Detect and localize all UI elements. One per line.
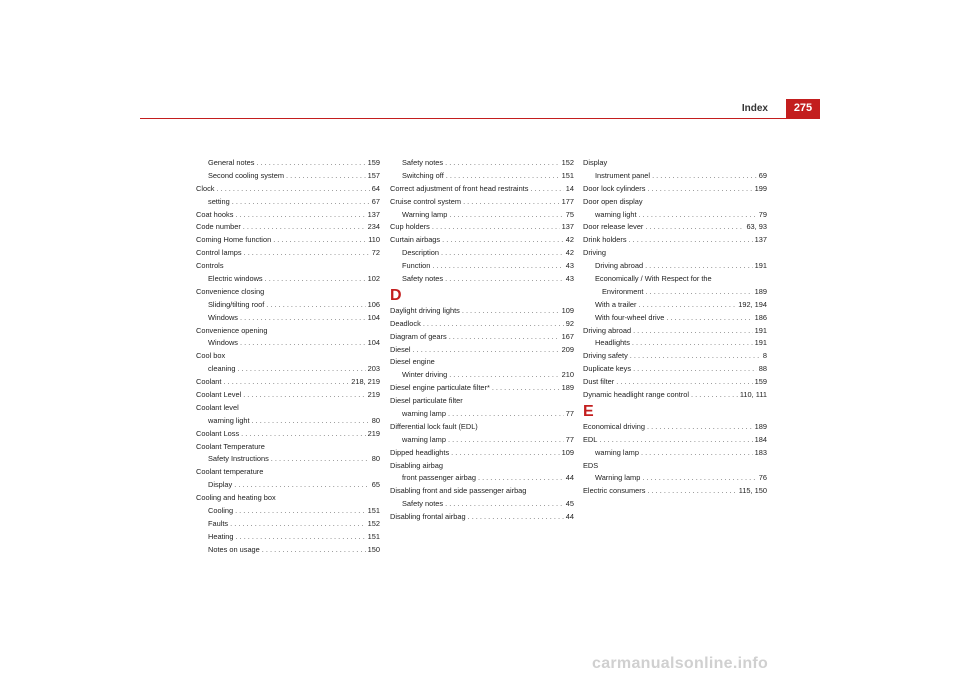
dot-leader: [492, 382, 560, 395]
entry-term: Deadlock: [390, 318, 421, 328]
entry-term: Cruise control system: [390, 196, 462, 206]
entry-term: Door lock cylinders: [583, 183, 646, 193]
entry-page: 102: [367, 274, 380, 284]
entry-page: 80: [371, 454, 380, 464]
index-entry: [196, 363, 380, 376]
entry-term: Coolant Loss: [196, 428, 240, 438]
index-heading: EDS: [583, 460, 599, 470]
dot-leader: [448, 408, 564, 421]
index-entry: [196, 479, 380, 492]
index-entry: [390, 331, 574, 344]
entry-page: 88: [758, 364, 767, 374]
entry-term: Notes on usage: [208, 544, 260, 554]
dot-leader: [423, 318, 564, 331]
index-entry: [196, 196, 380, 209]
index-entry: [583, 209, 767, 222]
entry-page: 209: [561, 344, 574, 354]
dot-leader: [616, 376, 752, 389]
entry-page: 191: [754, 325, 767, 335]
dot-leader: [446, 170, 560, 183]
index-entry: [390, 196, 574, 209]
entry-term: Driving safety: [583, 351, 628, 361]
dot-leader: [223, 376, 349, 389]
entry-page: 189: [754, 286, 767, 296]
index-entry: [390, 209, 574, 222]
index-heading: Disabling front and side passenger airbag: [390, 486, 527, 496]
entry-term: Diesel engine particulate filter*: [390, 383, 490, 393]
index-entry: [390, 273, 574, 286]
entry-term: warning lamp: [402, 434, 446, 444]
entry-page: 64: [371, 183, 380, 193]
index-entry: [390, 472, 574, 485]
entry-page: 199: [754, 183, 767, 193]
entry-term: warning lamp: [402, 409, 446, 419]
entry-page: 177: [561, 196, 574, 206]
dot-leader: [647, 485, 736, 498]
entry-term: EDL: [583, 434, 598, 444]
entry-page: 137: [754, 235, 767, 245]
index-entry: [390, 344, 574, 357]
entry-page: 43: [565, 261, 574, 271]
dot-leader: [252, 415, 370, 428]
index-entry: [390, 408, 574, 421]
entry-term: Faults: [208, 518, 229, 528]
entry-page: 110, 111: [739, 390, 767, 400]
dot-leader: [273, 234, 366, 247]
dot-leader: [641, 447, 753, 460]
dot-leader: [449, 331, 560, 344]
dot-leader: [448, 434, 564, 447]
entry-term: Disabling frontal airbag: [390, 512, 466, 522]
entry-page: 183: [754, 447, 767, 457]
index-entry: [583, 260, 767, 273]
entry-page: 191: [754, 338, 767, 348]
entry-term: Clock: [196, 183, 215, 193]
entry-page: 167: [561, 331, 574, 341]
entry-term: front passenger airbag: [402, 473, 476, 483]
dot-leader: [646, 286, 753, 299]
index-entry: [390, 318, 574, 331]
dot-leader: [265, 273, 366, 286]
dot-leader: [235, 531, 365, 544]
dot-leader: [629, 234, 753, 247]
index-heading: Cool box: [196, 351, 226, 361]
dot-leader: [445, 498, 564, 511]
dot-leader: [262, 544, 366, 557]
index-entry: [196, 505, 380, 518]
dot-leader: [243, 389, 365, 402]
dot-leader: [645, 260, 753, 273]
index-entry: [583, 337, 767, 350]
index-entry: [583, 363, 767, 376]
index-entry: [196, 428, 380, 441]
entry-page: 77: [565, 409, 574, 419]
entry-term: Control lamps: [196, 248, 242, 258]
entry-term: Economical driving: [583, 421, 646, 431]
dot-leader: [691, 389, 738, 402]
entry-term: Headlights: [595, 338, 630, 348]
entry-term: Electric consumers: [583, 486, 646, 496]
entry-term: Safety Instructions: [208, 454, 269, 464]
index-entry: [583, 299, 767, 312]
entry-term: Electric windows: [208, 274, 263, 284]
index-entry: [390, 511, 574, 524]
entry-term: Second cooling system: [208, 170, 284, 180]
index-entry: [583, 170, 767, 183]
index-entry: [583, 286, 767, 299]
entry-term: Coolant: [196, 377, 222, 387]
dot-leader: [449, 369, 559, 382]
index-heading: Differential lock fault (EDL): [390, 421, 478, 431]
entry-term: Safety notes: [402, 274, 444, 284]
entry-term: Heating: [208, 531, 234, 541]
entry-term: Coolant Level: [196, 390, 242, 400]
index-entry: [196, 209, 380, 222]
entry-page: 186: [754, 312, 767, 322]
entry-page: 77: [565, 434, 574, 444]
entry-term: With four-wheel drive: [595, 312, 665, 322]
dot-leader: [432, 221, 560, 234]
entry-term: Coat hooks: [196, 209, 234, 219]
dot-leader: [642, 472, 756, 485]
entry-term: Diagram of gears: [390, 331, 447, 341]
index-entry: [390, 369, 574, 382]
entry-page: 137: [561, 222, 574, 232]
running-header-title: Index: [741, 103, 768, 114]
entry-term: warning lamp: [595, 447, 639, 457]
entry-term: Windows: [208, 338, 238, 348]
index-entry: [196, 273, 380, 286]
dot-leader: [647, 183, 752, 196]
entry-term: Safety notes: [402, 158, 444, 167]
index-heading: Coolant level: [196, 402, 239, 412]
entry-term: Correct adjustment of front head restraints: [390, 183, 529, 193]
index-entry: [583, 221, 767, 234]
index-entry: [196, 183, 380, 196]
entry-page: 69: [758, 170, 767, 180]
entry-term: Daylight driving lights: [390, 305, 460, 315]
dot-leader: [666, 312, 752, 325]
index-entry: [390, 247, 574, 260]
dot-leader: [266, 299, 365, 312]
entry-page: 75: [565, 209, 574, 219]
dot-leader: [243, 221, 366, 234]
dot-leader: [441, 247, 564, 260]
dot-leader: [647, 421, 753, 434]
dot-leader: [442, 234, 564, 247]
index-heading: Cooling and heating box: [196, 493, 276, 503]
dot-leader: [630, 350, 761, 363]
index-entry: [583, 376, 767, 389]
dot-leader: [232, 196, 370, 209]
dot-leader: [445, 157, 560, 170]
entry-term: Sliding/tilting roof: [208, 299, 265, 309]
index-heading: Convenience closing: [196, 286, 265, 296]
entry-term: Curtain airbags: [390, 235, 441, 245]
dot-leader: [652, 170, 757, 183]
entry-page: 42: [565, 248, 574, 258]
index-entry: [196, 170, 380, 183]
dot-leader: [463, 196, 560, 209]
index-heading: Disabling airbag: [390, 460, 443, 470]
dot-leader: [633, 325, 753, 338]
entry-term: Winter driving: [402, 370, 448, 380]
entry-term: General notes: [208, 158, 255, 167]
index-heading: Display: [583, 158, 608, 167]
entry-page: 67: [371, 196, 380, 206]
page-number-badge: 275: [786, 99, 820, 118]
entry-term: Switching off: [402, 170, 444, 180]
index-heading: Diesel engine: [390, 357, 435, 367]
index-entry: [196, 389, 380, 402]
index-entry: [583, 485, 767, 498]
index-entry: [390, 170, 574, 183]
index-entry: [390, 447, 574, 460]
entry-term: Drink holders: [583, 235, 627, 245]
entry-page: 210: [561, 370, 574, 380]
entry-term: Diesel: [390, 344, 411, 354]
index-entry: [196, 312, 380, 325]
entry-page: 151: [561, 170, 574, 180]
entry-term: Windows: [208, 312, 238, 322]
dot-leader: [241, 428, 366, 441]
index-entry: [390, 498, 574, 511]
entry-term: Safety notes: [402, 499, 444, 509]
dot-leader: [449, 209, 563, 222]
index-entry: [196, 337, 380, 350]
index-heading: Door open display: [583, 196, 643, 206]
entry-term: Dust filter: [583, 377, 615, 387]
dot-leader: [286, 170, 366, 183]
dot-leader: [633, 363, 757, 376]
dot-leader: [432, 260, 563, 273]
index-entry: [390, 157, 574, 170]
index-entry: [583, 447, 767, 460]
index-entry: [583, 312, 767, 325]
entry-page: 44: [565, 512, 574, 522]
entry-term: Door release lever: [583, 222, 644, 232]
entry-page: 104: [367, 338, 380, 348]
index-entry: [390, 260, 574, 273]
dot-leader: [230, 518, 366, 531]
entry-term: Instrument panel: [595, 170, 651, 180]
index-entry: [196, 415, 380, 428]
dot-leader: [234, 479, 370, 492]
entry-page: 184: [754, 434, 767, 444]
entry-term: Coming Home function: [196, 235, 272, 245]
index-entry: [583, 350, 767, 363]
entry-term: Warning lamp: [402, 209, 448, 219]
entry-page: 109: [561, 305, 574, 315]
entry-page: 42: [565, 235, 574, 245]
entry-page: 109: [561, 447, 574, 457]
dot-leader: [638, 299, 736, 312]
entry-term: Cup holders: [390, 222, 430, 232]
entry-term: Cooling: [208, 506, 234, 516]
entry-term: Environment: [602, 286, 644, 296]
index-heading: Controls: [196, 261, 224, 271]
entry-page: 203: [367, 364, 380, 374]
dot-leader: [639, 209, 757, 222]
entry-page: 218, 219: [351, 377, 380, 387]
dot-leader: [645, 221, 744, 234]
dot-leader: [216, 183, 369, 196]
entry-page: 45: [565, 499, 574, 509]
index-entry: [583, 234, 767, 247]
index-entry: [390, 382, 574, 395]
dot-leader: [451, 447, 559, 460]
section-letter: E: [583, 402, 594, 420]
entry-page: 14: [565, 183, 574, 193]
entry-page: 191: [754, 261, 767, 271]
entry-page: 44: [565, 473, 574, 483]
dot-leader: [413, 344, 560, 357]
entry-page: 152: [367, 518, 380, 528]
index-entry: [196, 376, 380, 389]
entry-page: 234: [367, 222, 380, 232]
dot-leader: [238, 363, 366, 376]
entry-term: Driving abroad: [583, 325, 632, 335]
dot-leader: [632, 337, 753, 350]
index-entry: [196, 531, 380, 544]
entry-page: 219: [367, 428, 380, 438]
dot-leader: [468, 511, 564, 524]
dot-leader: [240, 312, 366, 325]
index-entry: [390, 183, 574, 196]
entry-term: Display: [208, 480, 233, 490]
dot-leader: [271, 453, 370, 466]
entry-page: 92: [565, 318, 574, 328]
entry-term: Duplicate keys: [583, 364, 632, 374]
entry-term: Dipped headlights: [390, 447, 450, 457]
index-entry: [196, 544, 380, 557]
index-entry: [583, 472, 767, 485]
entry-page: 137: [367, 209, 380, 219]
entry-page: 43: [565, 274, 574, 284]
entry-term: Description: [402, 248, 439, 258]
index-entry: [196, 157, 380, 170]
entry-term: Dynamic headlight range control: [583, 390, 689, 400]
entry-term: cleaning: [208, 364, 236, 374]
entry-term: warning light: [595, 209, 637, 219]
index-entry: [390, 234, 574, 247]
entry-page: 219: [367, 390, 380, 400]
index-entry: [390, 434, 574, 447]
dot-leader: [235, 209, 365, 222]
index-column-2: [390, 157, 574, 524]
index-entry: [390, 221, 574, 234]
index-entry: [196, 453, 380, 466]
entry-page: 80: [371, 415, 380, 425]
entry-term: setting: [208, 196, 230, 206]
entry-page: 151: [367, 531, 380, 541]
index-entry: [583, 389, 767, 402]
dot-leader: [256, 157, 365, 170]
index-entry: [196, 221, 380, 234]
entry-page: 157: [367, 170, 380, 180]
index-heading: Economically / With Respect for the: [595, 274, 712, 284]
entry-term: warning light: [208, 415, 250, 425]
entry-page: 159: [367, 158, 380, 167]
index-heading: Driving: [583, 248, 606, 258]
entry-term: Warning lamp: [595, 473, 641, 483]
index-entry: [583, 183, 767, 196]
entry-page: 192, 194: [738, 299, 767, 309]
index-column-1: [196, 157, 380, 557]
index-entry: [583, 421, 767, 434]
entry-term: With a trailer: [595, 299, 637, 309]
watermark: carmanualsonline.info: [592, 655, 769, 672]
dot-leader: [235, 505, 366, 518]
entry-page: 106: [367, 299, 380, 309]
index-entry: [583, 434, 767, 447]
entry-page: 8: [762, 351, 767, 361]
index-column-3: [583, 157, 767, 498]
entry-page: 159: [754, 377, 767, 387]
entry-page: 150: [367, 544, 380, 554]
entry-page: 189: [561, 383, 574, 393]
entry-page: 189: [754, 421, 767, 431]
entry-term: Driving abroad: [595, 261, 644, 271]
entry-page: 115, 150: [738, 486, 767, 496]
index-entry: [196, 518, 380, 531]
dot-leader: [244, 247, 370, 260]
entry-page: 76: [758, 473, 767, 483]
section-letter: D: [390, 286, 402, 304]
index-heading: Coolant temperature: [196, 467, 264, 477]
header-rule: [140, 118, 820, 119]
entry-page: 63, 93: [746, 222, 767, 232]
index-heading: Diesel particulate filter: [390, 396, 463, 406]
index-entry: [196, 234, 380, 247]
index-entry: [583, 325, 767, 338]
entry-page: 65: [371, 480, 380, 490]
dot-leader: [462, 305, 560, 318]
dot-leader: [240, 337, 366, 350]
dot-leader: [530, 183, 563, 196]
index-heading: Coolant Temperature: [196, 441, 265, 451]
entry-page: 104: [367, 312, 380, 322]
entry-page: 72: [371, 248, 380, 258]
index-heading: Convenience opening: [196, 325, 268, 335]
index-entry: [390, 305, 574, 318]
dot-leader: [599, 434, 752, 447]
index-entry: [196, 299, 380, 312]
entry-term: Function: [402, 261, 431, 271]
entry-term: Code number: [196, 222, 241, 232]
entry-page: 110: [368, 235, 380, 245]
dot-leader: [445, 273, 564, 286]
index-entry: [196, 247, 380, 260]
entry-page: 79: [758, 209, 767, 219]
dot-leader: [478, 472, 564, 485]
entry-page: 151: [367, 506, 380, 516]
entry-page: 152: [561, 158, 574, 167]
